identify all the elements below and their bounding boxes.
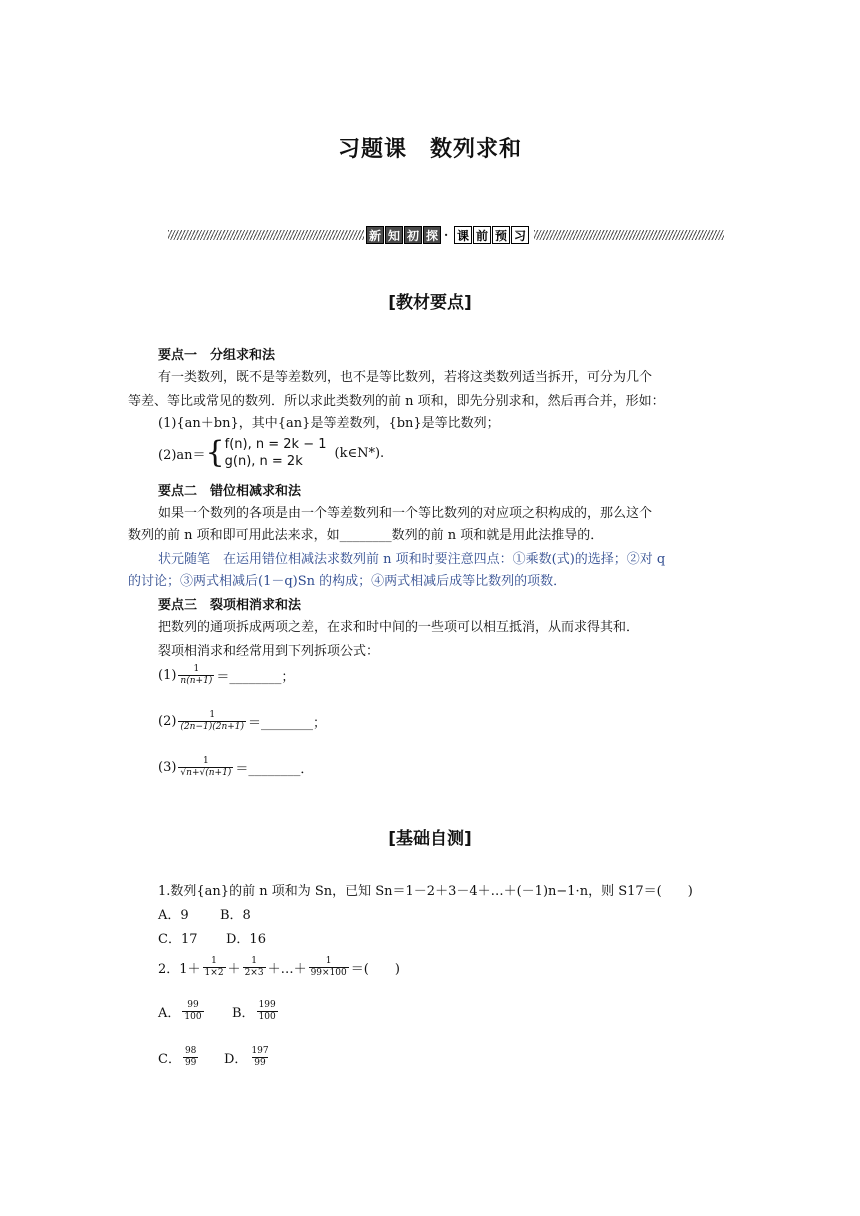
q2-prefix: 2．1＋ xyxy=(158,962,201,977)
point3-line2: 裂项相消求和经常用到下列拆项公式： xyxy=(158,644,380,659)
point2-line1: 如果一个数列的各项是由一个等差数列和一个等比数列的对应项之积构成的，那么这个 xyxy=(158,506,653,521)
numerator: 199 xyxy=(258,1000,276,1010)
numerator: 1 xyxy=(193,664,200,674)
formula-2-blank: ＝________； xyxy=(248,716,327,731)
q2-tail: ＝( ) xyxy=(350,962,400,977)
formula-2-label: (2) xyxy=(158,714,177,729)
section-heading-textbook: [教材要点] xyxy=(388,293,472,313)
section-banner xyxy=(168,226,724,244)
formula-3 xyxy=(158,756,313,779)
banner-hatch-right xyxy=(534,230,724,240)
q2-term2 xyxy=(243,956,266,979)
tip-note-line1: 状元随笔 在运用错位相减法求数列前 n 项和时要注意四点：①乘数(式)的选择；②对 q xyxy=(158,552,666,567)
point1-line1: 有一类数列，既不是等差数列，也不是等比数列，若将这类数列适当拆开，可分为几个 xyxy=(158,370,653,385)
badge-char: 初 xyxy=(404,226,422,244)
formula-1-fraction xyxy=(178,664,214,687)
denominator: 100 xyxy=(258,1012,276,1022)
badge-char: 预 xyxy=(492,226,510,244)
option-fraction xyxy=(249,1046,270,1069)
denominator: n(n+1) xyxy=(180,676,213,686)
q2-option-a xyxy=(158,1000,206,1023)
q2-option-c xyxy=(158,1046,200,1069)
numerator: 1 xyxy=(203,756,209,766)
badge-char: 知 xyxy=(385,226,403,244)
banner-hatch-left xyxy=(168,230,364,240)
q2-option-b xyxy=(232,1000,280,1023)
point3-line1: 把数列的通项拆成两项之差，在求和时中间的一些项可以相互抵消，从而求得其和． xyxy=(158,620,640,635)
formula-2-fraction xyxy=(178,710,246,733)
option-label: C． xyxy=(158,1052,181,1067)
point1-item2 xyxy=(158,436,384,470)
tip-note-line2: 的讨论；③两式相减后(1－q)Sn 的构成；④两式相减后成等比数列的项数． xyxy=(128,574,567,589)
formula-3-label: (3) xyxy=(158,760,177,775)
badge-separator: · xyxy=(444,228,449,242)
option-label: B． xyxy=(232,1006,255,1021)
question-2-stem xyxy=(158,956,400,979)
badge-char: 探 xyxy=(423,226,441,244)
denominator: 99×100 xyxy=(310,968,347,978)
q2-term1 xyxy=(203,956,226,979)
badge-char: 课 xyxy=(454,226,472,244)
formula-1-blank: ＝________； xyxy=(216,670,295,685)
option-fraction xyxy=(182,1000,203,1023)
q2-term3 xyxy=(309,956,349,979)
q1-option-a: A．9 xyxy=(158,908,189,923)
numerator: 98 xyxy=(184,1046,197,1056)
denominator: 100 xyxy=(184,1012,202,1022)
formula-2 xyxy=(158,710,326,733)
q2-option-d xyxy=(224,1046,273,1069)
formula-3-blank: ＝________． xyxy=(235,762,314,777)
case-even: g(n), n = 2k xyxy=(224,454,303,469)
point1-line2: 等差、等比或常见的数列．所以求此类数列的前 n 项和，即先分别求和，然后再合并，形如： xyxy=(128,394,665,409)
badge-char: 前 xyxy=(473,226,491,244)
page-title: 习题课 数列求和 xyxy=(337,137,522,162)
denominator: 1×2 xyxy=(204,968,224,978)
point1-heading: 要点一 分组求和法 xyxy=(158,348,276,363)
case-odd: f(n), n = 2k − 1 xyxy=(224,437,327,452)
q2-ellipsis: ＋…＋ xyxy=(267,962,307,977)
question-1-stem: 1.数列{an}的前 n 项和为 Sn，已知 Sn＝1－2＋3－4＋…＋(－1)n−1·n，则 S17＝( ) xyxy=(158,884,693,899)
numerator: 1 xyxy=(209,710,216,720)
denominator: (2n−1)(2n+1) xyxy=(180,722,245,732)
numerator: 99 xyxy=(187,1000,199,1010)
item2-prefix: (2)an＝ xyxy=(158,447,206,463)
denominator: √n+√(n+1) xyxy=(180,768,232,778)
formula-1 xyxy=(158,664,294,687)
formula-1-label: (1) xyxy=(158,668,177,683)
numerator: 1 xyxy=(325,956,332,966)
numerator: 1 xyxy=(251,956,257,966)
option-fraction xyxy=(183,1046,198,1069)
point2-line2: 数列的前 n 项和即可用此法来求，如________数列的前 n 项和就是用此法推导的． xyxy=(128,528,604,543)
badge-preview xyxy=(454,226,529,244)
point3-heading: 要点三 裂项相消求和法 xyxy=(158,598,302,613)
formula-3-fraction xyxy=(178,756,233,779)
item2-suffix: (k∈N*). xyxy=(334,445,385,461)
badge-new-knowledge xyxy=(366,226,441,244)
numerator: 197 xyxy=(251,1046,269,1056)
point2-heading: 要点二 错位相减求和法 xyxy=(158,484,302,499)
badge-char: 新 xyxy=(366,226,384,244)
piecewise-cases xyxy=(225,436,327,470)
badge-char: 习 xyxy=(511,226,529,244)
option-label: D． xyxy=(224,1052,248,1067)
left-brace-icon: { xyxy=(205,435,225,470)
option-label: A． xyxy=(158,1006,181,1021)
denominator: 2×3 xyxy=(244,968,264,978)
numerator: 1 xyxy=(211,956,217,966)
section-heading-self-test: [基础自测] xyxy=(388,829,472,849)
denominator: 99 xyxy=(254,1058,266,1068)
q1-option-d: D．16 xyxy=(226,932,266,947)
denominator: 99 xyxy=(184,1058,197,1068)
q1-option-c: C．17 xyxy=(158,932,198,947)
q1-option-b: B．8 xyxy=(220,908,251,923)
option-fraction xyxy=(257,1000,278,1023)
point1-item1: (1){an＋bn}，其中{an}是等差数列，{bn}是等比数列； xyxy=(158,416,500,431)
q2-plus: ＋ xyxy=(227,962,241,977)
